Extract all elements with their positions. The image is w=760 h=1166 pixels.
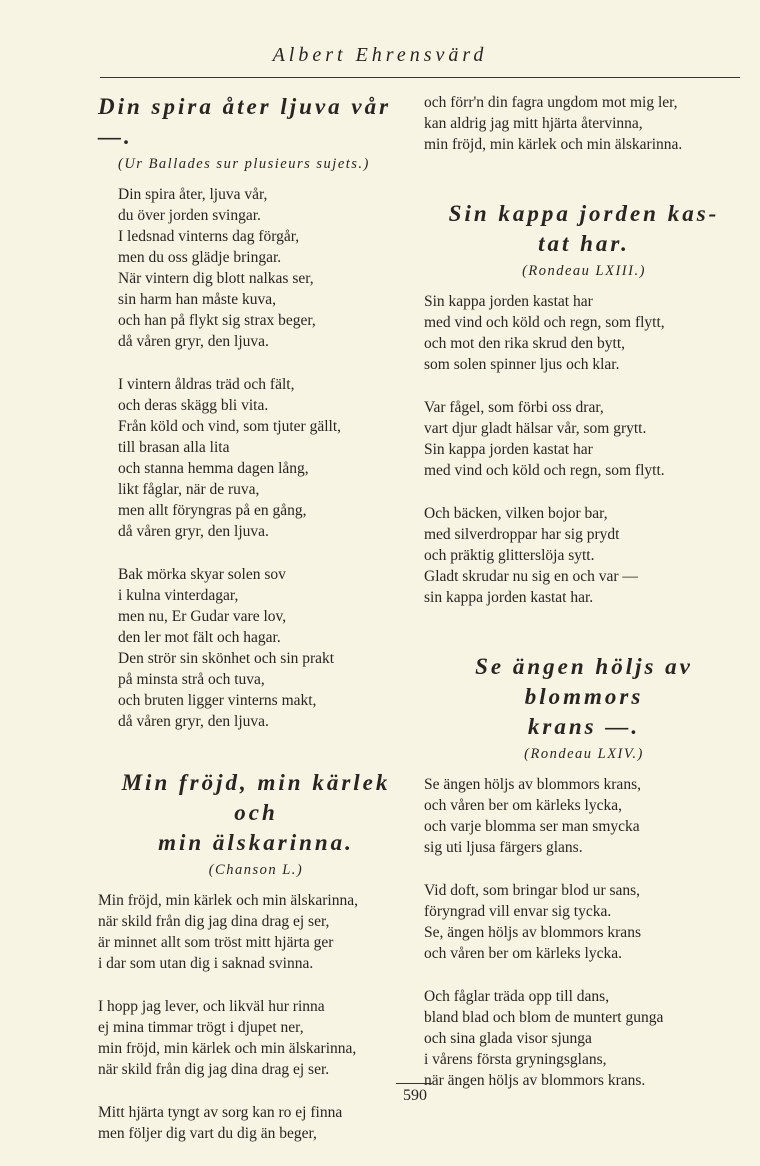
verse-line: Var fågel, som förbi oss drar, xyxy=(424,399,604,416)
verse-line: och mot den rika skrud den bytt, xyxy=(424,335,626,352)
verse-line: med vind och köld och regn, som flytt. xyxy=(424,462,665,479)
stanza xyxy=(424,503,744,608)
verse-line: och han på flykt sig strax beger, xyxy=(118,312,316,329)
verse-line: I hopp jag lever, och likväl hur rinna xyxy=(98,998,325,1015)
header-rule xyxy=(100,77,740,78)
page-number: 590 xyxy=(403,1087,427,1104)
verse-line: Gladt skrudar nu sig en och var — xyxy=(424,568,638,585)
verse-line: med vind och köld och regn, som flytt, xyxy=(424,314,665,331)
running-head: Albert Ehrensvärd xyxy=(272,44,488,66)
verse-line: ej mina timmar trögt i djupet ner, xyxy=(98,1019,304,1036)
left-column xyxy=(98,92,414,1166)
verse-line: min fröjd, min kärlek och min älskarinna. xyxy=(424,136,683,153)
verse-line: Min fröjd, min kärlek och min älskarinna, xyxy=(98,892,358,909)
poem-title xyxy=(98,768,414,858)
verse-line: men allt föryngras på en gång, xyxy=(118,502,307,519)
stanza xyxy=(424,291,744,375)
verse-line: då våren gryr, den ljuva. xyxy=(118,713,269,730)
verse-line: Vid doft, som bringar blod ur sans, xyxy=(424,882,641,899)
verse-line: är minnet allt som tröst mitt hjärta ger xyxy=(98,934,334,951)
stanza xyxy=(118,184,414,352)
verse-line: Mitt hjärta tyngt av sorg kan ro ej finna xyxy=(98,1104,343,1121)
verse-line: Din spira åter, ljuva vår, xyxy=(118,186,268,203)
verse-line: och stanna hemma dagen lång, xyxy=(118,460,309,477)
stanza xyxy=(424,880,744,964)
verse-line: men du oss glädje bringar. xyxy=(118,249,282,266)
verse-line: kan aldrig jag mitt hjärta återvinna, xyxy=(424,115,643,132)
verse-line: vart djur gladt hälsar vår, som grytt. xyxy=(424,420,647,437)
folio-rule xyxy=(396,1083,432,1084)
verse-line: och präktig glitterslöja sytt. xyxy=(424,547,595,564)
stanza xyxy=(98,996,414,1080)
verse-line: på minsta strå och tuva, xyxy=(118,671,265,688)
verse-line: bland blad och blom de muntert gunga xyxy=(424,1009,664,1026)
poem-title-line: Min fröjd, min kärlek och xyxy=(121,770,391,825)
verse-line: min fröjd, min kärlek och min älskarinna, xyxy=(98,1040,357,1057)
stanza xyxy=(118,564,414,732)
verse-line: Se ängen höljs av blommors krans, xyxy=(424,776,641,793)
verse-line: den ler mot fält och hagar. xyxy=(118,629,281,646)
stanza xyxy=(98,1102,414,1144)
verse-line: i dar som utan dig i saknad svinna. xyxy=(98,955,314,972)
verse-line: du över jorden svingar. xyxy=(118,207,261,224)
stanza xyxy=(424,986,744,1091)
verse-line: sin harm han måste kuva, xyxy=(118,291,276,308)
verse-line: till brasan alla lita xyxy=(118,439,230,456)
poem-title xyxy=(424,652,744,742)
verse-line: sin kappa jorden kastat har. xyxy=(424,589,594,606)
verse-line: Och bäcken, vilken bojor bar, xyxy=(424,505,608,522)
poem-body xyxy=(424,291,744,608)
poem-title-line: tat har. xyxy=(538,231,630,256)
poem-body xyxy=(98,184,414,732)
verse-line: och våren ber om kärleks lycka. xyxy=(424,945,622,962)
verse-line: likt fåglar, när de ruva, xyxy=(118,481,260,498)
verse-line: Den strör sin skönhet och sin prakt xyxy=(118,650,335,667)
poem-subtitle: (Rondeau LXIII.) xyxy=(522,263,646,279)
verse-line: då våren gryr, den ljuva. xyxy=(118,523,269,540)
verse-line: Bak mörka skyar solen sov xyxy=(118,566,286,583)
stanza xyxy=(424,92,744,155)
poem-subtitle: (Ur Ballades sur plusieurs sujets.) xyxy=(118,156,370,172)
verse-line: och våren ber om kärleks lycka, xyxy=(424,797,622,814)
poem-body xyxy=(424,774,744,1091)
verse-line: men följer dig vart du dig än beger, xyxy=(98,1125,317,1142)
verse-line: Och fåglar träda opp till dans, xyxy=(424,988,610,1005)
verse-line: föryngrad vill envar sig tycka. xyxy=(424,903,612,920)
verse-line: när skild från dig jag dina drag ej ser, xyxy=(98,913,330,930)
poem-title-line: min älskarinna. xyxy=(158,830,354,855)
poem-title-line: Se ängen höljs av blommors xyxy=(475,654,693,709)
poem-subtitle: (Chanson L.) xyxy=(208,862,304,878)
verse-line: sig uti ljusa färgers glans. xyxy=(424,839,583,856)
verse-line: Sin kappa jorden kastat har xyxy=(424,293,593,310)
verse-line: Från köld och vind, som tjuter gällt, xyxy=(118,418,342,435)
right-column xyxy=(424,92,744,1113)
verse-line: och sina glada visor sjunga xyxy=(424,1030,592,1047)
verse-line: och deras skägg bli vita. xyxy=(118,397,269,414)
verse-line: Sin kappa jorden kastat har xyxy=(424,441,593,458)
poem-body xyxy=(98,890,414,1144)
verse-line: i kulna vinterdagar, xyxy=(118,587,239,604)
poem-title xyxy=(424,199,744,259)
verse-line: med silverdroppar har sig prydt xyxy=(424,526,620,543)
verse-line: När vintern dig blott nalkas ser, xyxy=(118,270,314,287)
verse-line: som solen spinner ljus och klar. xyxy=(424,356,620,373)
stanza xyxy=(424,774,744,858)
stanza xyxy=(424,397,744,481)
poem-title: Din spira åter ljuva vår —. xyxy=(98,94,392,149)
verse-line: i vårens första gryningsglans, xyxy=(424,1051,607,1068)
poem-subtitle: (Rondeau LXIV.) xyxy=(524,746,644,762)
stanza xyxy=(118,374,414,542)
verse-line: och varje blomma ser man smycka xyxy=(424,818,640,835)
stanza xyxy=(98,890,414,974)
verse-line: och bruten ligger vinterns makt, xyxy=(118,692,317,709)
verse-line: och förr'n din fagra ungdom mot mig ler, xyxy=(424,94,678,111)
verse-line: när skild från dig jag dina drag ej ser. xyxy=(98,1061,330,1078)
verse-line: då våren gryr, den ljuva. xyxy=(118,333,269,350)
verse-line: I vintern åldras träd och fält, xyxy=(118,376,295,393)
verse-line: I ledsnad vinterns dag förgår, xyxy=(118,228,300,245)
verse-line: Se, ängen höljs av blommors krans xyxy=(424,924,641,941)
verse-line: när ängen höljs av blommors krans. xyxy=(424,1072,646,1089)
poem-title-line: Sin kappa jorden kas- xyxy=(448,201,720,226)
verse-line: men nu, Er Gudar vare lov, xyxy=(118,608,287,625)
poem-title-line: krans —. xyxy=(527,714,641,739)
